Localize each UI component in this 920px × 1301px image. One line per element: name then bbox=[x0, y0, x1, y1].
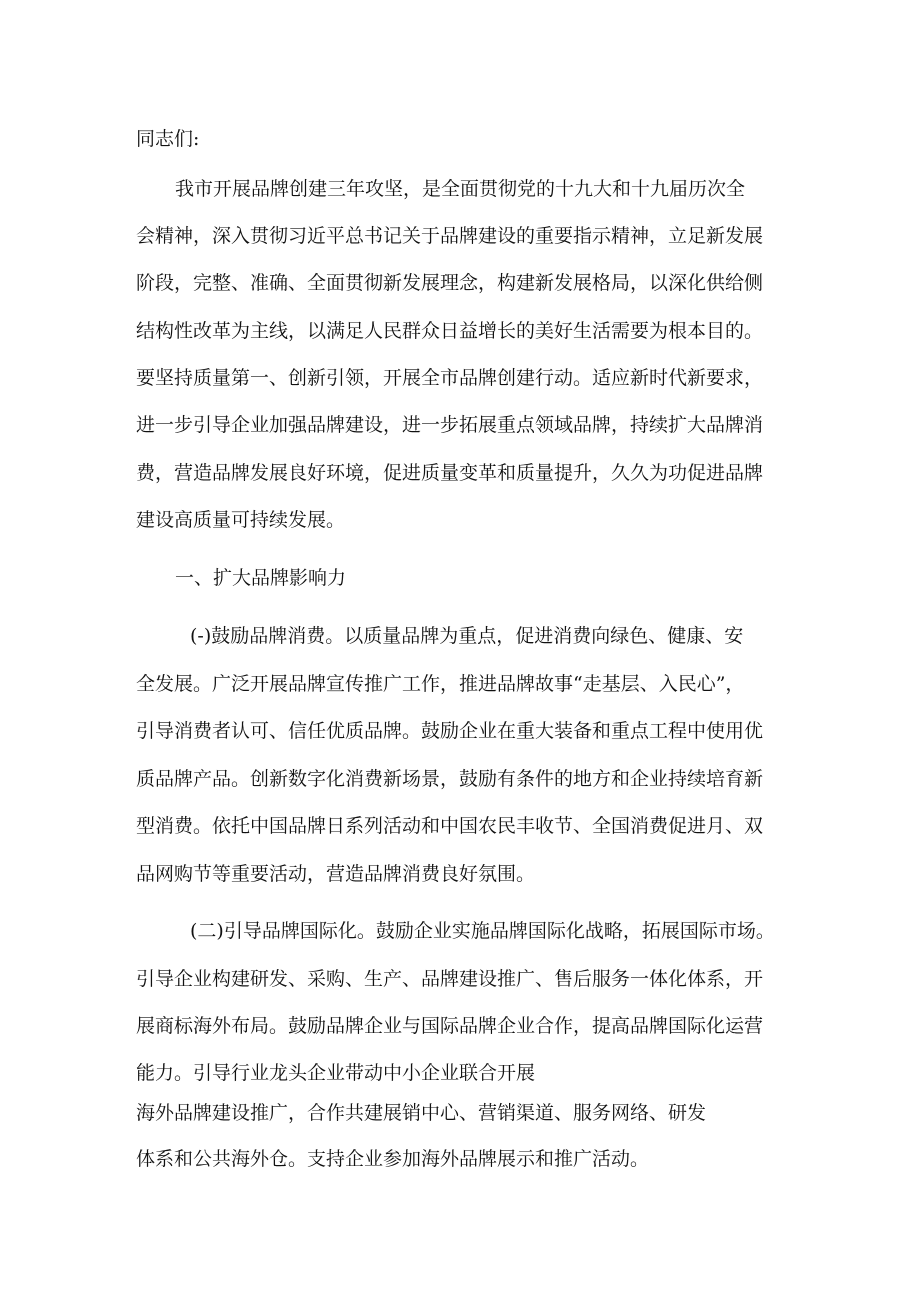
intro-line-6: 进一步引导企业加强品牌建设，进一步拓展重点领域品牌，持续扩大品牌消 bbox=[136, 414, 764, 436]
para2-line-1: (二)引导品牌国际化。鼓励企业实施品牌国际化战略，拓展国际市场。 bbox=[190, 920, 775, 942]
para1-line-3: 引导消费者认可、信任优质品牌。鼓励企业在重大装备和重点工程中使用优 bbox=[136, 720, 764, 742]
intro-line-2: 会精神，深入贯彻习近平总书记关于品牌建设的重要指示精神，立足新发展 bbox=[136, 225, 764, 247]
intro-line-8: 建设高质量可持续发展。 bbox=[136, 509, 346, 531]
section-heading: 一、扩大品牌影响力 bbox=[175, 567, 347, 589]
greeting: 同志们: bbox=[136, 128, 200, 150]
intro-line-1: 我市开展品牌创建三年攻坚，是全面贯彻党的十九大和十九届历次全 bbox=[175, 178, 746, 200]
para1-line-1: (-)鼓励品牌消费。以质量品牌为重点，促进消费向绿色、健康、安 bbox=[190, 625, 744, 647]
para2-line-3: 展商标海外布局。鼓励品牌企业与国际品牌企业合作，提高品牌国际化运营 bbox=[136, 1015, 764, 1037]
para1-line-5: 型消费。依托中国品牌日系列活动和中国农民丰收节、全国消费促进月、双 bbox=[136, 815, 764, 837]
intro-line-4: 结构性改革为主线，以满足人民群众日益增长的美好生活需要为根本目的。 bbox=[136, 320, 764, 342]
para2-line-4: 能力。引导行业龙头企业带动中小企业联合开展 bbox=[136, 1062, 536, 1084]
para1-line-6: 品网购节等重要活动，营造品牌消费良好氛围。 bbox=[136, 863, 536, 885]
intro-line-5: 要坚持质量第一、创新引领，开展全市品牌创建行动。适应新时代新要求， bbox=[136, 367, 764, 389]
para1-line-2: 全发展。广泛开展品牌宣传推广工作，推进品牌故事“走基层、入民心”， bbox=[136, 673, 745, 695]
para1-line-4: 质品牌产品。创新数字化消费新场景，鼓励有条件的地方和企业持续培育新 bbox=[136, 768, 764, 790]
para2-line-6: 体系和公共海外仓。支持企业参加海外品牌展示和推广活动。 bbox=[136, 1148, 650, 1170]
para2-line-2: 引导企业构建研发、采购、生产、品牌建设推广、售后服务一体化体系，开 bbox=[136, 968, 764, 990]
para2-line-5: 海外品牌建设推广，合作共建展销中心、营销渠道、服务网络、研发 bbox=[136, 1102, 707, 1124]
intro-line-7: 费，营造品牌发展良好环境，促进质量变革和质量提升，久久为功促进品牌 bbox=[136, 462, 764, 484]
intro-line-3: 阶段，完整、准确、全面贯彻新发展理念，构建新发展格局，以深化供给侧 bbox=[136, 272, 764, 294]
